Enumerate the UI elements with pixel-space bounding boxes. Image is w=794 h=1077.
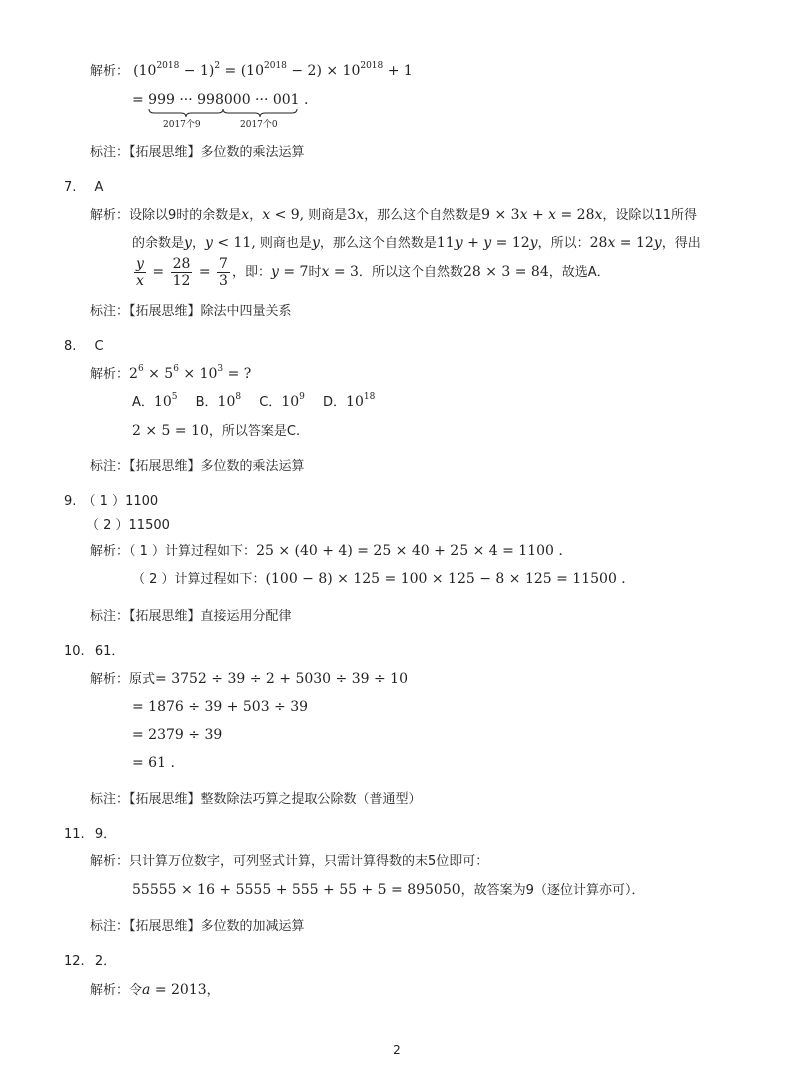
answer-1: （ 1 ）1100: [82, 494, 159, 509]
p11-analysis-line1: [90, 853, 488, 871]
tag-text: 【拓展思维】整数除法巧算之提取公除数（普通型）: [129, 792, 422, 807]
analysis-label: 解析：: [90, 367, 130, 382]
text: 令: [129, 983, 143, 998]
text: ，: [460, 883, 474, 898]
problem-number: 10.: [64, 644, 85, 659]
math: 9 × 3x + x = 28x: [481, 207, 603, 223]
text: 时: [308, 265, 322, 280]
tag-label: 标注：: [90, 459, 130, 474]
problem-number: 12.: [64, 954, 85, 969]
text: 原式: [129, 672, 156, 687]
p7-tag: [90, 303, 292, 321]
text: 故选A．: [561, 265, 610, 280]
text: 那么这个自然数是: [377, 208, 482, 223]
text: （ 1 ）计算过程如下：: [129, 544, 257, 559]
option-d: D．: [323, 395, 347, 410]
text: ，: [602, 208, 616, 223]
p6-tag: [90, 144, 305, 162]
math: = 3752 ÷ 39 ÷ 2 + 5030 ÷ 39 ÷ 10: [155, 671, 408, 687]
math: 28x = 12y: [589, 235, 662, 251]
math: y: [204, 235, 213, 251]
p12-analysis-line1: [90, 981, 220, 1000]
math: =: [147, 264, 169, 280]
text: （ 2 ）计算过程如下：: [132, 572, 266, 587]
problem-number: 8.: [64, 339, 77, 354]
text: 故答案为9（逐位计算亦可）．: [473, 883, 645, 898]
fraction-y-over-x: $\frac{y}{x}$: [136, 256, 144, 289]
brace-label-9: 2017个9: [163, 120, 201, 130]
text: ，: [249, 208, 263, 223]
tag-label: 标注：: [90, 304, 130, 319]
math: 11y + y = 12y: [436, 235, 538, 251]
text: 的余数是: [132, 236, 185, 251]
option-b: B．: [195, 395, 218, 410]
p8-analysis-line1: [90, 365, 251, 384]
p8-conclusion: [132, 422, 300, 441]
fraction-7-3: $\frac{7}{3}$: [219, 256, 228, 289]
p10-step4: = 61 .: [132, 755, 175, 771]
p9-analysis-line2: [132, 570, 626, 589]
p8-tag: [90, 458, 305, 476]
answer: 9．: [94, 827, 117, 842]
math: 28 × 3 = 84: [462, 264, 549, 280]
fraction-28-12: $\frac{28}{12}$: [172, 256, 191, 289]
analysis-label: 解析：: [90, 983, 130, 998]
problem-number: 9.: [64, 494, 77, 509]
tag-text: 【拓展思维】除法中四量关系: [129, 304, 292, 319]
p11-header: [64, 826, 116, 844]
math: $10^8$: [217, 392, 242, 410]
text: 得出: [674, 236, 701, 251]
p7-analysis-line2: [132, 234, 701, 253]
p12-header: [64, 953, 116, 971]
text: 所以：: [550, 236, 590, 251]
text: ，: [319, 236, 333, 251]
math: y = 7: [270, 264, 309, 280]
math: y: [184, 235, 192, 251]
math: $10^5$: [153, 392, 178, 410]
text: 设除以9时的余数是: [129, 208, 242, 223]
math-expression: $(10^{2018} - 1)^2 = (10^{2018} - 2) \times 10^{2018} + 1$: [133, 61, 413, 79]
math: $10^9$: [281, 392, 305, 410]
math: $10^{18}$: [346, 392, 376, 410]
analysis-label: 解析：: [90, 544, 130, 559]
math: < 9,: [270, 207, 305, 223]
answer: C: [94, 339, 104, 354]
analysis-label: 解析：: [90, 208, 130, 223]
text: 即：: [244, 265, 271, 280]
text: ，: [364, 208, 378, 223]
answer: 61．: [94, 644, 125, 659]
text: ，: [191, 236, 205, 251]
text: ，: [548, 265, 562, 280]
problem-number: 7.: [64, 180, 77, 195]
tag-text: 【拓展思维】直接运用分配律: [129, 609, 292, 624]
math-expression: = 999 ··· 998000 ··· 001 .: [132, 92, 309, 108]
text: ，: [208, 424, 222, 439]
math: x = 3: [321, 264, 359, 280]
p10-header: [64, 643, 124, 661]
math: x: [262, 207, 271, 223]
math: 2 × 5 = 10: [132, 423, 209, 439]
text: ，: [206, 983, 220, 998]
tag-label: 标注：: [90, 145, 130, 160]
text: ．: [358, 265, 372, 280]
p9-answer-2: （ 2 ）11500: [86, 518, 170, 533]
p8-header: [64, 338, 104, 356]
page-number: 2: [393, 1043, 401, 1057]
p7-header: [64, 179, 103, 197]
math: =: [194, 264, 216, 280]
math: y: [311, 235, 320, 251]
text: 则商是: [308, 208, 348, 223]
analysis-label: 解析：: [90, 64, 130, 79]
text: ，: [231, 265, 245, 280]
text: 设除以11所得: [615, 208, 697, 223]
math: 25 × (40 + 4) = 25 × 40 + 25 × 4 = 1100 .: [256, 543, 563, 559]
tag-label: 标注：: [90, 919, 130, 934]
p10-analysis-line1: [90, 670, 408, 689]
math: x: [241, 207, 250, 223]
text: ，: [661, 236, 675, 251]
math: < 11,: [212, 235, 256, 251]
tag-text: 【拓展思维】多位数的乘法运算: [129, 459, 305, 474]
math: 55555 × 16 + 5555 + 555 + 55 + 5 = 895050: [132, 882, 461, 898]
option-c: C．: [259, 395, 282, 410]
p7-analysis-line1: [90, 206, 697, 225]
p9-analysis-line1: [90, 542, 563, 561]
p7-analysis-line3: [132, 254, 610, 291]
p10-tag: [90, 791, 422, 809]
math: (100 − 8) × 125 = 100 × 125 − 8 × 125 = 11500 .: [265, 571, 626, 587]
math: a = 2013: [142, 982, 207, 998]
p8-options: [132, 393, 375, 412]
tag-text: 【拓展思维】多位数的加减运算: [129, 919, 305, 934]
p9-header: [64, 493, 158, 511]
p10-step3: = 2379 ÷ 39: [132, 727, 223, 743]
math: 3x: [347, 207, 365, 223]
p10-step2: = 1876 ÷ 39 + 503 ÷ 39: [132, 699, 309, 715]
brace-label-0: 2017个0: [240, 120, 278, 130]
text: 那么这个自然数是: [332, 236, 437, 251]
p6-analysis-line1: [90, 62, 413, 81]
text: 则商也是: [259, 236, 312, 251]
problem-number: 11.: [64, 827, 85, 842]
p11-tag: [90, 918, 305, 936]
p9-tag: [90, 608, 292, 626]
p11-analysis-line2: [132, 881, 644, 900]
option-a: A．: [132, 395, 154, 410]
answer: 2．: [94, 954, 117, 969]
tag-text: 【拓展思维】多位数的乘法运算: [129, 145, 305, 160]
analysis-label: 解析：: [90, 672, 130, 687]
analysis-label: 解析：: [90, 854, 130, 869]
text: 所以这个自然数: [371, 265, 463, 280]
tag-label: 标注：: [90, 792, 130, 807]
tag-label: 标注：: [90, 609, 130, 624]
answer: A: [94, 180, 104, 195]
text: 只计算万位数字，可列竖式计算，只需计算得数的末5位即可：: [129, 854, 489, 869]
text: ，: [537, 236, 551, 251]
math-expression: $2^6 \times 5^6 \times 10^3$ = ?: [129, 364, 252, 382]
text: 所以答案是C.: [221, 424, 301, 439]
